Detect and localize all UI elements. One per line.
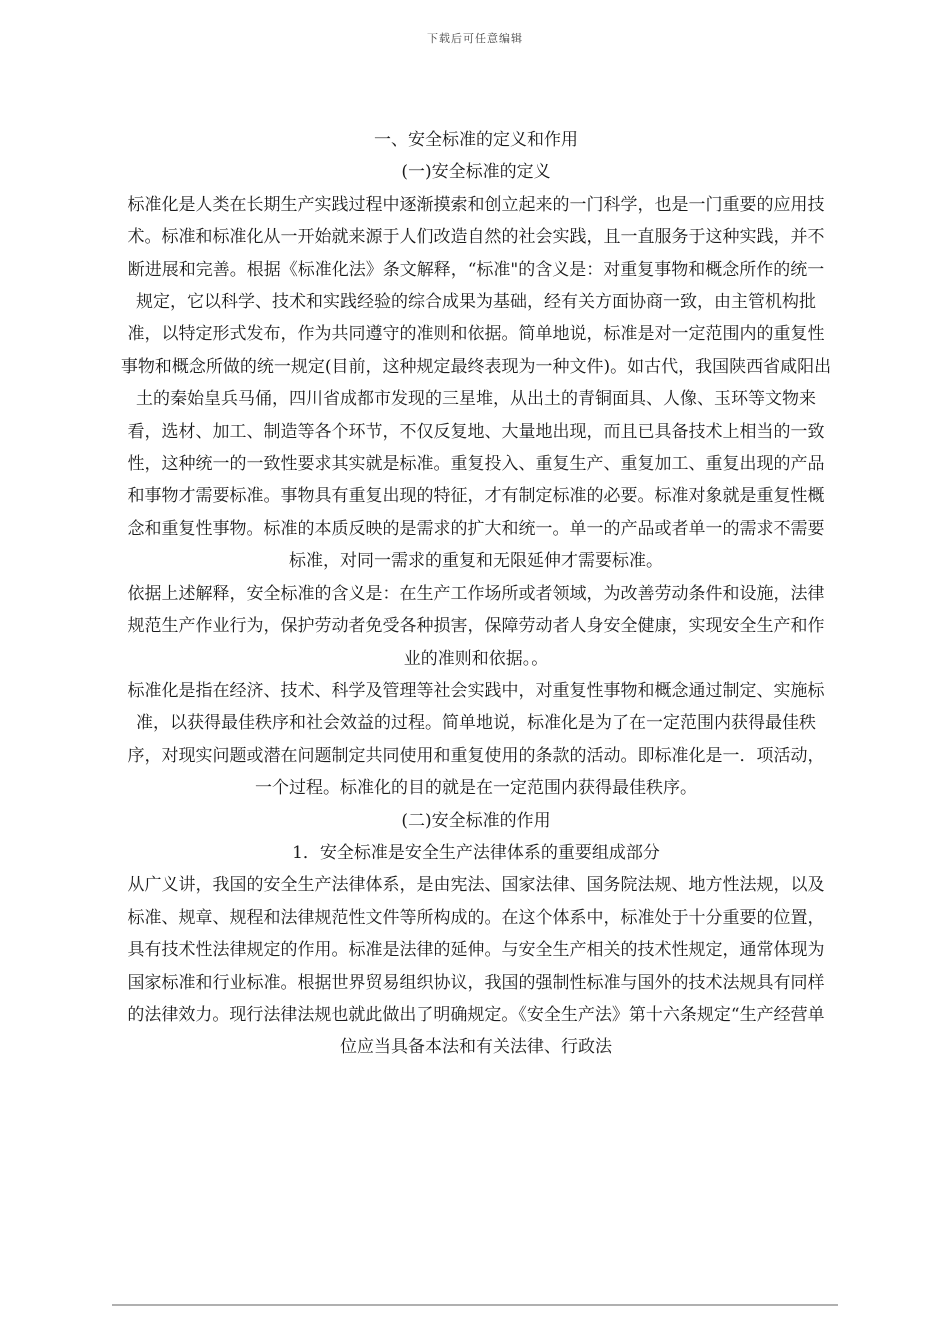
paragraph-safety-standard-meaning: 依据上述解释，安全标准的含义是：在生产工作场所或者领域，为改善劳动条件和设施，法律规范生产作业行为，保护劳动者免受各种损害，保障劳动者人身安全健康，实现安全生产和作业的准则和依据。。 <box>127 583 825 669</box>
document-body <box>120 124 832 1064</box>
page-header-note: 下载后可任意编辑 <box>427 32 523 45</box>
footer-divider <box>112 1304 838 1306</box>
subsection-heading-definition: (一)安全标准的定义 <box>401 162 551 183</box>
section-heading: 一、安全标准的定义和作用 <box>374 130 578 150</box>
paragraph-legal-system: 从广义讲，我国的安全生产法律体系，是由宪法、国家法律、国务院法规、地方性法规，以及标准、规章、规程和法律规范性文件等所构成的。在这个体系中，标准处于十分重要的位置，具有技术性法律规定的作用。标准是法律的延伸。与安全生产相关的技术性规定，通常体现为国家标准和行业标准。根据世界贸易组织协议，我国的强制性标准与国外的技术法规具有同样的法律效力。现行法律法规也就此做出了明确规定。《安全生产法》第十六条规定“生产经营单位应当具备本法和有关法律、行政法 <box>127 875 825 1058</box>
subsection-heading-role: (二)安全标准的作用 <box>401 810 551 831</box>
paragraph-standardization-process: 标准化是指在经济、技术、科学及管理等社会实践中，对重复性事物和概念通过制定、实施标准，以获得最佳秩序和社会效益的过程。简单地说，标准化是为了在一定范围内获得最佳秩序，对现实问题或潜在问题制定共同使用和重复使用的条款的活动。即标准化是一．项活动，一个过程。标准化的目的就是在一定范围内获得最佳秩序。 <box>127 680 825 799</box>
paragraph-standardization-definition: 标准化是人类在长期生产实践过程中逐渐摸索和创立起来的一门科学，也是一门重要的应用技术。标准和标准化从一开始就来源于人们改造自然的社会实践，且一直服务于这种实践，并不断进展和完善。根据《标准化法》条文解释，“标准"的含义是：对重复事物和概念所作的统一规定，它以科学、技术和实践经验的综合成果为基础，经有关方面协商一致，由主管机构批准，以特定形式发布，作为共同遵守的准则和依据。简单地说，标准是对一定范围内的重复性事物和概念所做的统一规定(目前，这种规定最终表现为一种文件)。如古代，我国陕西省咸阳出土的秦始皇兵马俑，四川省成都市发现的三星堆，从出土的青铜面具、人像、玉环等文物来看，选材、加工、制造等各个环节，不仅反复地、大量地出现，而且已具备技术上相当的一致性，这种统一的一致性要求其实就是标准。重复投入、重复生产、重复加工、重复出现的产品和事物才需要标准。事物具有重复出现的特征，才有制定标准的必要。标准对象就是重复性概念和重复性事物。标准的本质反映的是需求的扩大和统一。单一的产品或者单一的需求不需要标准，对同一需求的重复和无限延伸才需要标准。 <box>120 194 832 572</box>
numbered-heading-1: 1．安全标准是安全生产法律体系的重要组成部分 <box>292 842 660 863</box>
